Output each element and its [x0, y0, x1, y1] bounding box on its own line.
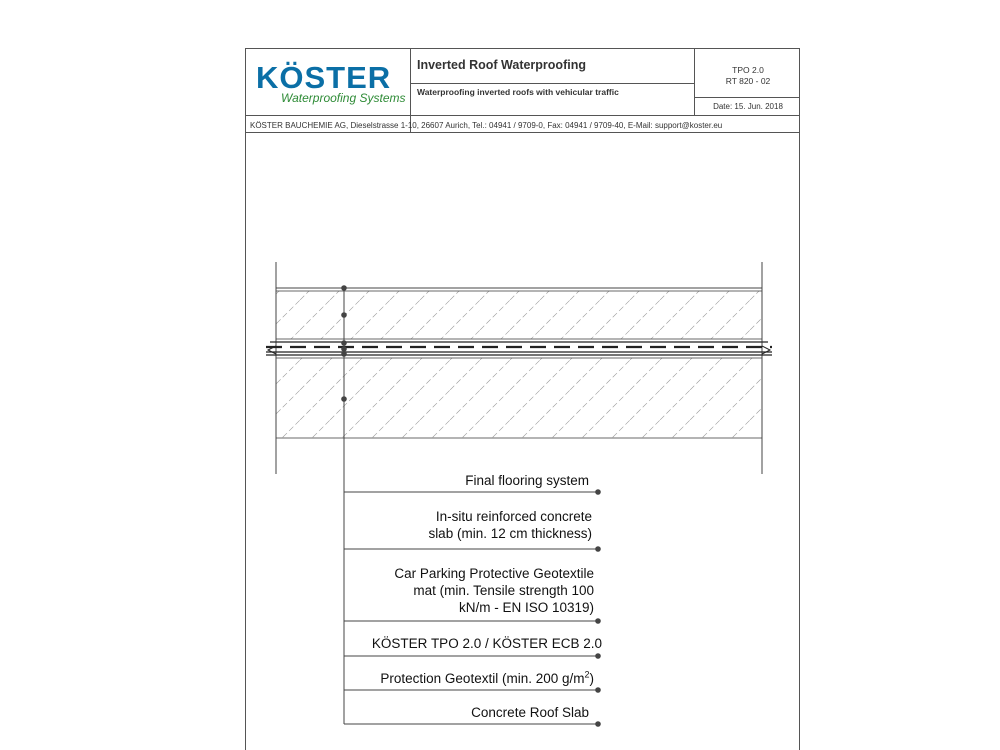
label-protection-geotextil — [380, 670, 594, 687]
code-line-1: TPO 2.0 — [732, 65, 764, 75]
logo-subtext: Waterproofing Systems — [281, 91, 406, 105]
code-line-2: RT 820 - 02 — [725, 76, 771, 86]
drawing-date: Date: 15. Jun. 2018 — [713, 102, 783, 111]
label-text: slab (min. 12 cm thickness) — [428, 526, 592, 541]
label-text: KÖSTER TPO 2.0 / KÖSTER ECB 2.0 — [371, 636, 602, 651]
label-text: Concrete Roof Slab — [471, 705, 589, 720]
label-superscript: 2 — [584, 669, 590, 680]
label-geotextile-mat — [394, 565, 594, 616]
drawing-subtitle: Waterproofing inverted roofs with vehicular traffic — [417, 87, 619, 97]
label-insitu-slab — [428, 508, 592, 542]
label-text: Car Parking Protective Geotextile — [394, 566, 594, 581]
company-address: KÖSTER BAUCHEMIE AG, Dieselstrasse 1-10, 26607 Aurich, Tel.: 04941 / 9709-0, Fax: 04941 / 9709-40, E-Mail: support@koster.eu — [250, 121, 723, 130]
label-text: kN/m - EN ISO 10319) — [458, 600, 594, 615]
concrete-roof-slab — [276, 358, 762, 438]
logo-text: KÖSTER — [256, 60, 392, 95]
label-text: mat (min. Tensile strength 100 — [413, 583, 594, 598]
label-tpo-membrane — [372, 635, 602, 652]
drawing-title: Inverted Roof Waterproofing — [417, 58, 586, 72]
insitu-concrete-slab — [276, 291, 762, 339]
label-text: Protection Geotextil (min. 200 g/m — [380, 671, 585, 686]
label-markers — [595, 489, 601, 727]
label-text: Final flooring system — [465, 473, 589, 488]
label-roof-slab — [471, 704, 589, 721]
label-final-flooring — [465, 472, 589, 489]
label-text: In-situ reinforced concrete — [435, 509, 592, 524]
label-text: ) — [589, 671, 594, 686]
